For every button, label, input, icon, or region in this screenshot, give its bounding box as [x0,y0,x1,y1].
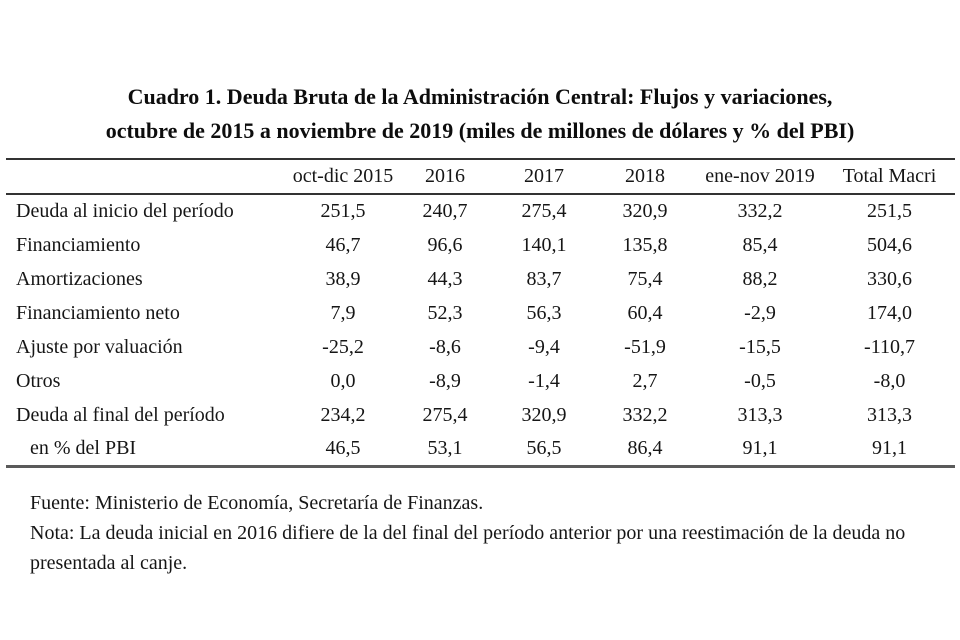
value-cell: 56,5 [494,432,594,466]
footnote: Nota: La deuda inicial en 2016 difiere de la del final del período anterior por una reestimación de la deuda no presentada al canje. [30,522,906,574]
value-cell: 320,9 [521,403,567,426]
value-cell: 140,1 [521,233,567,256]
table-row [6,432,955,466]
value-cell: 0,0 [330,369,356,392]
value-cell: 234,2 [320,403,366,426]
row-label: Financiamiento neto [16,301,180,324]
value-cell: 313,3 [867,403,912,426]
value-cell: 332,2 [737,200,783,222]
value-cell: 251,5 [320,200,366,222]
table-title [0,80,960,148]
value-cell: 46,7 [325,233,361,256]
value-cell: 96,6 [427,233,463,256]
value-cell: 240,7 [422,200,468,222]
value-cell: 251,5 [867,200,912,222]
value-cell: 85,4 [742,233,778,256]
value-cell: 91,1 [696,432,824,466]
value-cell: -8,9 [429,369,461,392]
row-label: en % del PBI [6,432,290,466]
value-cell: 313,3 [737,403,783,426]
table-row [6,262,955,296]
value-cell: -0,5 [744,369,776,392]
table-title-line2: octubre de 2015 a noviembre de 2019 (miles de millones de dólares y % del PBI) [105,118,855,143]
table-row [6,364,955,398]
value-cell: -15,5 [739,335,781,358]
row-label: Amortizaciones [16,267,143,290]
row-label: Financiamiento [16,233,141,256]
table-header-row [6,159,955,194]
row-label: Deuda al final del período [16,403,225,426]
value-cell: -8,0 [873,369,906,392]
column-header: Total Macri [824,159,955,194]
value-cell: 7,9 [330,301,356,324]
value-cell: 52,3 [427,301,463,324]
value-cell: -2,9 [744,301,776,324]
value-cell: 44,3 [427,267,463,290]
value-cell: 135,8 [622,233,668,256]
value-cell: -110,7 [864,335,915,358]
table-row [6,296,955,330]
value-cell: 46,5 [290,432,396,466]
row-label: Otros [16,369,61,392]
value-cell: 83,7 [526,267,562,290]
value-cell: 174,0 [867,301,912,324]
row-label: Ajuste por valuación [16,335,183,358]
table-row [6,330,955,364]
column-header: 2016 [396,159,494,194]
value-cell: 88,2 [742,267,778,290]
value-cell: 320,9 [622,200,668,222]
source-note: Fuente: Ministerio de Economía, Secretaría de Finanzas. [30,492,484,514]
debt-flows-table [6,158,955,468]
value-cell: 330,6 [867,267,912,290]
value-cell: -9,4 [528,335,560,358]
table-footer [30,488,920,578]
row-label: Deuda al inicio del período [16,200,234,222]
table-row [6,228,955,262]
value-cell: 60,4 [627,301,663,324]
value-cell: 38,9 [325,267,361,290]
column-header: oct-dic 2015 [290,159,396,194]
value-cell: 86,4 [594,432,696,466]
value-cell: -8,6 [429,335,461,358]
table-row [6,398,955,432]
column-header: 2018 [594,159,696,194]
table-row [6,194,955,228]
table-title-line1: Cuadro 1. Deuda Bruta de la Administración Central: Flujos y variaciones, [127,84,833,109]
table-body [6,194,955,466]
value-cell: 504,6 [867,233,912,256]
value-cell: -51,9 [624,335,666,358]
value-cell: 332,2 [622,403,668,426]
value-cell: 91,1 [824,432,955,466]
value-cell: -1,4 [528,369,560,392]
value-cell: 2,7 [632,369,658,392]
column-header: 2017 [494,159,594,194]
value-cell: 275,4 [521,200,567,222]
value-cell: 56,3 [526,301,562,324]
value-cell: 53,1 [396,432,494,466]
column-header: ene-nov 2019 [696,159,824,194]
value-cell: 75,4 [627,267,663,290]
value-cell: 275,4 [422,403,468,426]
value-cell: -25,2 [322,335,364,358]
header-empty-cell [6,159,290,194]
